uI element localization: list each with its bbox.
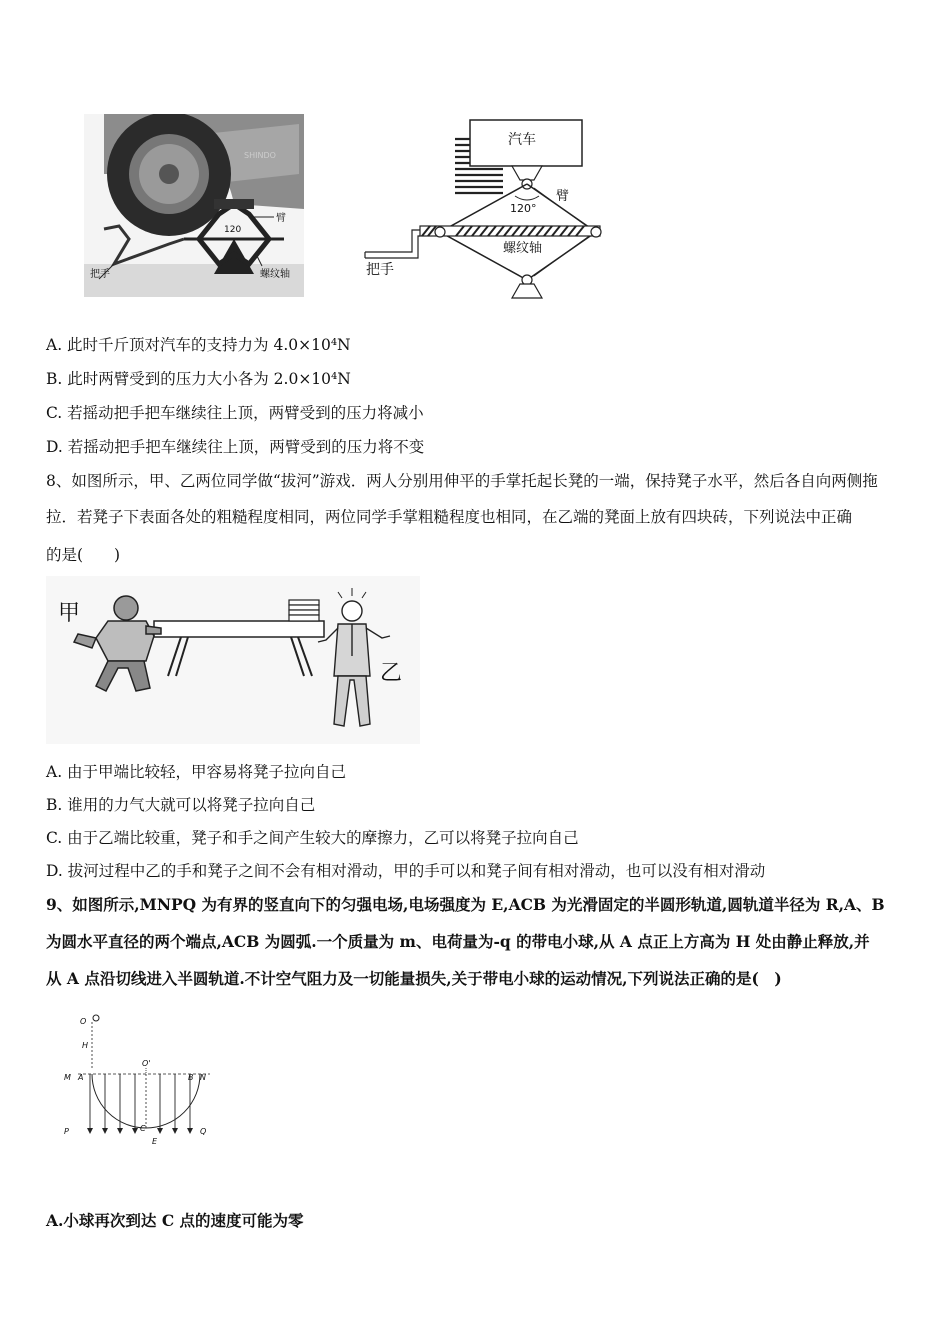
point-b-label: B [188, 1073, 194, 1082]
jack-photo-screw-label: 螺纹轴 [260, 269, 290, 280]
jack-photo-arm-label: 臂 [276, 213, 286, 224]
point-n-label: N [200, 1073, 206, 1082]
screw-shaft [420, 226, 600, 236]
car-jack-photo [84, 114, 304, 297]
point-m-label: M [64, 1073, 71, 1082]
point-o-prime-label: O' [142, 1059, 151, 1068]
bench-top [154, 621, 324, 637]
q9-stem-line-2: 为圆水平直径的两个端点,ACB 为圆弧.一个质量为 m、电荷量为-q 的带电小球,从 A 点正上方高为 H 处由静止释放,并 [46, 932, 870, 951]
point-c-label: C [140, 1124, 146, 1133]
jack-handle-label: 把手 [366, 262, 394, 278]
jack-arm-label: 臂 [556, 189, 570, 204]
q8-option-d: D. 拔河过程中乙的手和凳子之间不会有相对滑动，甲的手可以和凳子间有相对滑动，也可以没有相对滑动 [46, 862, 766, 880]
yi-label: 乙 [380, 661, 403, 686]
point-a-label: A [78, 1073, 84, 1082]
jack-photo-angle-label: 120 [224, 225, 242, 235]
q9-stem-line-1: 9、如图所示,MNPQ 为有界的竖直向下的匀强电场,电场强度为 E,ACB 为光滑固定的半圆形轨道,圆轨道半径为 R,A、B [46, 895, 885, 914]
point-p-label: P [64, 1127, 69, 1136]
jia-label: 甲 [58, 601, 81, 626]
svg-text:SHINDO: SHINDO [244, 151, 276, 160]
q7-option-a: A. 此时千斤顶对汽车的支持力为 4.0×10⁴N [46, 336, 351, 354]
height-h-label: H [82, 1041, 89, 1050]
tug-of-war-bench-figure [46, 576, 420, 744]
point-q-label: Q [200, 1127, 207, 1136]
jack-schematic-diagram [360, 114, 620, 300]
q8-stem-line-3: 的是( ) [46, 546, 121, 564]
q8-option-b: B. 谁用的力气大就可以将凳子拉向自己 [46, 796, 316, 814]
q9-stem-line-3: 从 A 点沿切线进入半圆轨道.不计空气阻力及一切能量损失,关于带电小球的运动情况,下列说法正确的是( ) [46, 969, 782, 988]
q8-option-a: A. 由于甲端比较轻，甲容易将凳子拉向自己 [46, 763, 347, 781]
electric-field-track-figure [60, 1010, 220, 1150]
q7-option-d: D. 若摇动把手把车继续往上顶，两臂受到的压力将不变 [46, 438, 425, 456]
jack-angle-label: 120° [510, 202, 537, 215]
field-e-label: E [152, 1137, 158, 1146]
q9-option-a: A.小球再次到达 C 点的速度可能为零 [46, 1211, 304, 1230]
jack-photo-handle-label: 把手 [90, 269, 110, 280]
q7-option-b: B. 此时两臂受到的压力大小各为 2.0×10⁴N [46, 370, 351, 388]
four-bricks [289, 600, 319, 621]
jack-screw-label: 螺纹轴 [503, 241, 543, 256]
q7-option-c: C. 若摇动把手把车继续往上顶，两臂受到的压力将减小 [46, 404, 424, 422]
car-label: 汽车 [508, 132, 536, 148]
point-o-label: O [80, 1017, 87, 1026]
q8-stem-line-1: 8、如图所示，甲、乙两位同学做“拔河”游戏．两人分别用伸平的手掌托起长凳的一端，保持凳子水平，然后各自向两侧拖 [46, 472, 878, 490]
q8-option-c: C. 由于乙端比较重，凳子和手之间产生较大的摩擦力，乙可以将凳子拉向自己 [46, 829, 579, 847]
q8-stem-line-2: 拉．若凳子下表面各处的粗糙程度相同，两位同学手掌粗糙程度也相同，在乙端的凳面上放有四块砖，下列说法中正确 [46, 508, 853, 526]
